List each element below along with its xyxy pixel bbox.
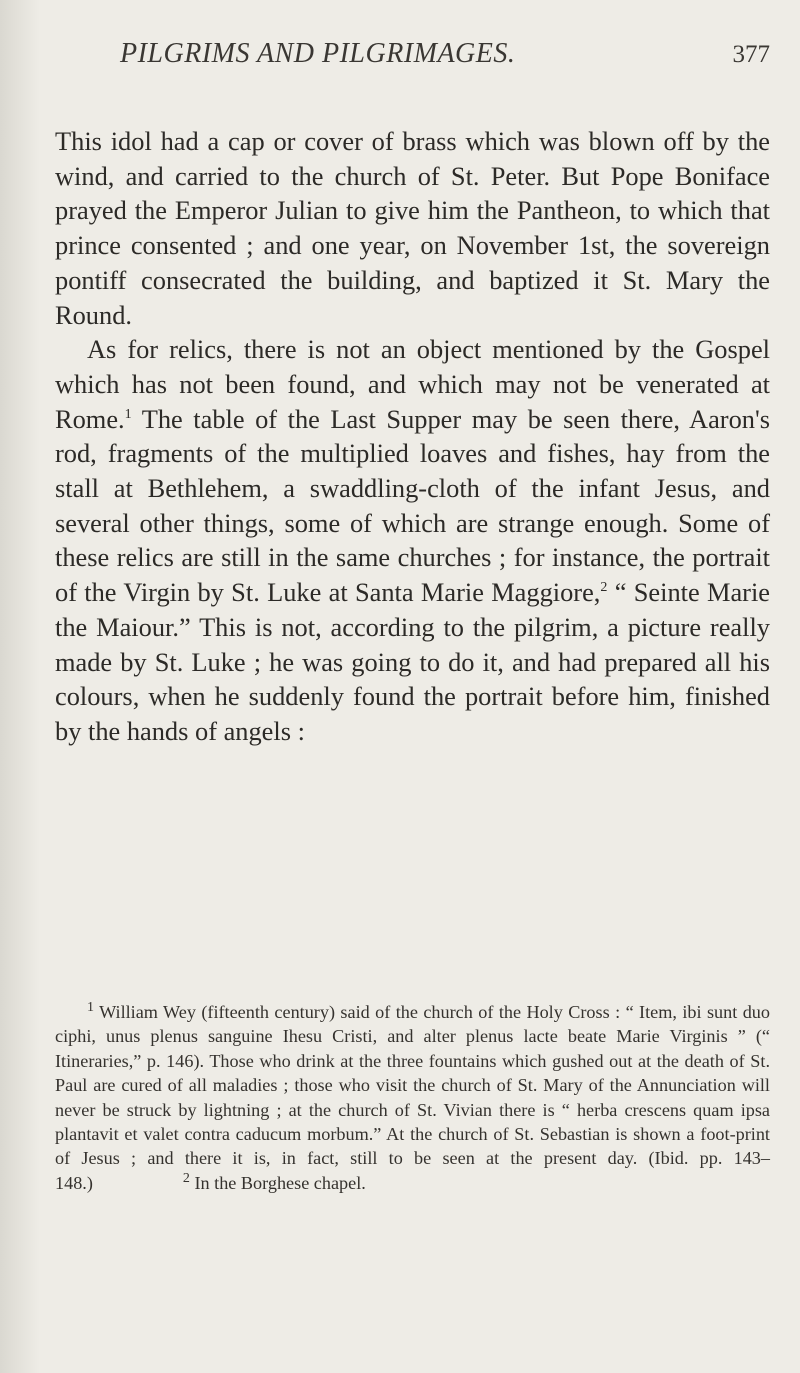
- footnote-2-text: In the Borghese chapel.: [189, 1172, 366, 1193]
- footnote-1-mark: 1: [87, 999, 94, 1015]
- paragraph-1: This idol had a cap or cover of brass which was blown off by the wind, and carried to the church of St. Peter. But Pope Boniface prayed the Emperor Julian to give him the Pantheon, to which that prince consented ; and one year, on November 1st, the sovereign pontiff consecrated the building, and baptized it St. Mary the Round.: [55, 126, 770, 330]
- page-number: 377: [732, 41, 770, 68]
- running-head: [60, 38, 772, 78]
- footnote-ref-2: 2: [600, 580, 608, 596]
- running-title: PILGRIMS AND PILGRIMAGES.: [120, 38, 516, 69]
- footnote-2: [182, 1170, 366, 1193]
- paragraph-2-part-b: The table of the Last Supper may be seen there, Aaron's rod, fragments of the multiplied loaves and fishes, hay from the stall at Bethlehem, a swaddling-cloth of the infant Jesus, and several other things, some of which are strange enough. Some of these relics are still in the same churches ; for instance, the portrait of the Virgin by St. Luke at Santa Marie Maggiore,: [55, 403, 770, 608]
- footnotes: [55, 1000, 770, 1195]
- footnote-1-text: William Wey (fifteenth century) said of the church of the Holy Cross : “ Item, ibi sunt duo ciphi, unus plenus sanguine Ihesu Cristi, and alter plenus lacte beate Marie Virginis ” (“ Itineraries,” p. 146). Those who drink at the three fountains which gushed out at the death of St. Paul are cured of all maladies ; those who visit the church of St. Mary of the Annunciation will never be struck by lightning ; at the church of St. Vivian there is “ herba crescens quam ipsa plantavit et valet contra caducum morbum.” At the church of St. Sebastian is shown a foot-print of Jesus ; and there it is, in fact, still to be seen at the present day. (Ibid. pp. 143–148.): [55, 1002, 770, 1193]
- paragraph-2-part-c: “ Seinte Marie the Maiour.” This is not, according to the pilgrim, a picture really made by St. Luke ; he was going to do it, and had prepared all his colours, when he suddenly found the portrait before him, finished by the hands of angels :: [55, 577, 770, 746]
- body-text: [55, 124, 770, 749]
- footnote-1: [55, 1000, 770, 1195]
- footnote-2-mark: 2: [182, 1170, 190, 1186]
- paragraph-2-part-a: As for relics, there is not an object mentioned by the Gospel which has not been found, and which may not be venerated at Rome.: [55, 334, 770, 434]
- paragraph-2: [55, 332, 770, 748]
- footnote-ref-1: 1: [124, 406, 132, 422]
